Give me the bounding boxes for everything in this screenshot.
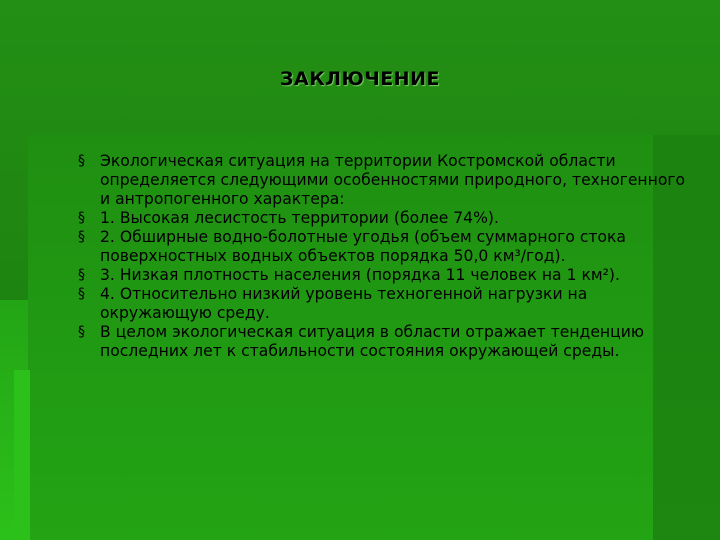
list-item (78, 285, 698, 323)
list-item (78, 323, 698, 361)
list-item-text: 4. Относительно низкий уровень техногенной нагрузки на окружающую среду. (100, 285, 588, 322)
bullet-list (78, 152, 698, 361)
bullet-icon: § (78, 153, 85, 169)
slide-title-text: ЗАКЛЮЧЕНИЕ (280, 68, 440, 90)
bullet-icon: § (78, 286, 85, 302)
list-item-text: Экологическая ситуация на территории Костромской области определяется следующими особенностями природного, техногенного и антропогенного характера: (100, 152, 686, 208)
bullet-icon: § (78, 229, 85, 245)
list-item-text: 3. Низкая плотность населения (порядка 11 человек на 1 км²). (100, 266, 620, 284)
list-item (78, 209, 698, 228)
list-item-text: В целом экологическая ситуация в области отражает тенденцию последних лет к стабильности состояния окружающей среды. (100, 323, 645, 360)
list-item (78, 228, 698, 266)
list-item-text: 1. Высокая лесистость территории (более 74%). (100, 209, 499, 227)
bullet-icon: § (78, 267, 85, 283)
slide-title (0, 68, 720, 90)
list-item (78, 266, 698, 285)
bullet-icon: § (78, 210, 85, 226)
bullet-icon: § (78, 324, 85, 340)
background-accent (14, 370, 30, 540)
list-item-text: 2. Обширные водно-болотные угодья (объем суммарного стока поверхностных водных объектов порядка 50,0 км³/год). (100, 228, 626, 265)
list-item (78, 152, 698, 209)
